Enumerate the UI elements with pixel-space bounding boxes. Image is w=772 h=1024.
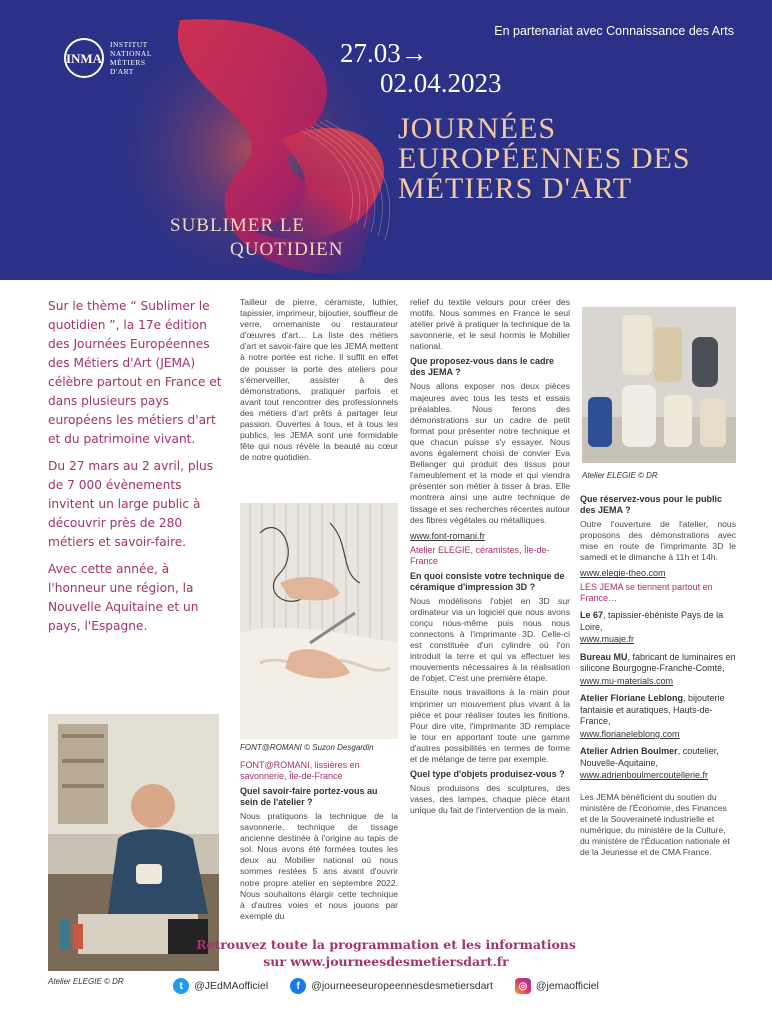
logo-text: INSTITUT NATIONAL MÉTIERS D'ART: [110, 40, 152, 76]
answer-3d-technique-1: Nous modélisons l'objet en 3D sur ordinateur via un logiciel que nous avons conçu nous-même puis nous nous connectons à l'imprimante 3D. Celle-ci est constituée d'un cylindre où l'on introduit la terre et qui va effectuer les mouvements nécessaires à la réalisation de l'objet. C'est une première étape.: [410, 595, 570, 684]
header-banner: [0, 0, 772, 280]
footer-line-1: Retrouvez toute la programmation et les informations: [196, 937, 576, 952]
entry-link[interactable]: www.mu-materials.com: [580, 675, 674, 686]
entry-link[interactable]: www.florianeleblong.com: [580, 728, 680, 739]
answer-jema-offer: Nous allons exposer nos deux pièces majeures avec tous les tests et essais préalables. Nous ferons des démonstrations sur un cadre de petit format pour présenter notre technique et que chacun puisse s'y essayer. Nous avons également choisi de convier Eva Bellanger qui produit des tissus pour l'ameublement et la mode et qui viendra présenter son métier à tisser à bras. Elle montrera ainsi une autre technique de tissage et ses recherches récentes autour des fibres végétales ou métalliques.: [410, 381, 570, 525]
intro-paragraph-2: Du 27 mars au 2 avril, plus de 7 000 évènements invitent un large public à découvrir près de 280 métiers et savoir-faire.: [48, 459, 214, 549]
list-item: Bureau MU, fabricant de luminaires en silicone Bourgogne-Franche-Comté, www.mu-materials.com: [580, 651, 736, 686]
instagram-icon: ◎: [515, 978, 531, 994]
date-end: 02.04.2023: [380, 68, 502, 98]
question-savoir-faire: Quel savoir-faire portez-vous au sein de l'atelier ?: [240, 786, 378, 807]
inma-logo: [64, 38, 152, 78]
intro-paragraph-3: Avec cette année, à l'honneur une région, la Nouvelle Aquitaine et un pays, l'Espagne.: [48, 562, 199, 633]
partner-text: En partenariat avec Connaissance des Arts: [494, 24, 734, 38]
entry-link[interactable]: www.muaje.fr: [580, 634, 635, 645]
facebook-icon: f: [290, 978, 306, 994]
vases-photo: [582, 307, 736, 463]
also-title: LES JEMA se tiennent partout en France…: [580, 582, 713, 604]
answer-3d-technique-2: Ensuite nous travaillons à la main pour imprimer un mouvement plus vivant à la pièce et pour réaliser toutes les finitions. Pour dire vite, l'imprimante 3D remplace le tour en apportant toute une gamme d'autres possibilités en termes de forme et de mélange de terre par exemple.: [410, 687, 570, 764]
twitter-icon: t: [173, 978, 189, 994]
fontromani-section-title: FONT@ROMANI, lissières en savonnerie, Île-de-France: [240, 760, 360, 781]
support-text: Les JEMA bénéficient du soutien du ministère de l'Économie, des Finances et de la Souveraineté industrielle et numérique, du ministère de la Culture, du ministère de l'Éducation nationale et de la Jeunesse et de CMA France.: [580, 791, 730, 858]
atelier-photo-caption: Atelier ELEGIE © DR: [48, 977, 124, 986]
sidebar-column: [580, 490, 736, 858]
twitter-link[interactable]: t @JEdMAofficiel: [173, 978, 268, 994]
crafts-intro-text: Tailleur de pierre, céramiste, luthier, tapissier, imprimeur, bijoutier, souffleur de verre, ornemaniste ou restaurateur d'œuvres d'art… La liste des métiers d'art et savoir-faire que les JEMA mettent à notre portée est riche. Il suffit en effet de pousser la porte des ateliers pour s'émerveiller, assister à des démonstrations, pratiquer parfois et avant tout rencontrer des professionnels des métiers d'art prêts à partager leur passion. Ouvertes à tous, et à tous les publics, les JEMA sont une formidable fête qui nous révèle la beauté au cœur de notre quotidien.: [240, 297, 398, 463]
weaving-photo: [240, 503, 398, 739]
atelier-photo: [48, 714, 219, 971]
facebook-link[interactable]: f @journeeseuropeennesdesmetiersdart: [290, 978, 493, 994]
intro-paragraph-1: Sur le thème “ Sublimer le quotidien ”, la 17e édition des Journées Européennes des Métiers d'Art (JEMA) célèbre partout en France et dans plusieurs pays européens les métiers d'art et du patrimoine vivant.: [48, 299, 222, 446]
event-tagline: SUBLIMER LE QUOTIDIEN: [170, 215, 344, 260]
list-item: Atelier Adrien Boulmer, coutelier, Nouvelle-Aquitaine, www.adrienboulmercoutellerie.fr: [580, 746, 736, 782]
event-title: JOURNÉES EUROPÉENNES DES MÉTIERS D'ART: [398, 112, 691, 205]
answer-public: Outre l'ouverture de l'atelier, nous proposons des démonstrations avec mise en route de l'imprimante 3D le samedi et le dimanche à 11h et 14h.: [580, 519, 736, 563]
fontromani-link[interactable]: www.font-romani.fr: [410, 530, 486, 541]
weaving-photo-caption: FONT@ROMANI © Suzon Desgardin: [240, 743, 374, 752]
list-item: Le 67, tapissier-ébéniste Pays de la Loire, www.muaje.fr: [580, 610, 736, 646]
event-dates: [340, 38, 502, 98]
question-objects: Quel type d'objets produisez-vous ?: [410, 769, 565, 780]
elegie-link[interactable]: www.elegie-theo.com: [580, 568, 666, 579]
intro-column: [48, 297, 226, 644]
date-start: 27.03→: [340, 38, 428, 68]
answer-savoir-faire-cont: relief du textile velours pour créer des motifs. Nous sommes en France le seul atelier privé à pratiquer la technique de la savonnerie, et le seul hormis le Mobilier national.: [410, 297, 570, 352]
instagram-link[interactable]: ◎ @jemaofficiel: [515, 978, 599, 994]
fontromani-interview-part1: [240, 760, 398, 922]
social-links: [0, 978, 772, 994]
footer-website[interactable]: sur www.journeesdesmetiersdart.fr: [263, 954, 509, 969]
answer-savoir-faire: Nous pratiquons la technique de la savonnerie, technique de tissage ancienne destinée à l'origine au tapis de sol. Nous avons été formées toutes les deux au Mobilier national où nous sommes restées 5 ans avant d'ouvrir notre propre atelier en septembre 2022. Nous souhaitons élargir cette technique à d'autres voies et nous jouons par exemple du: [240, 811, 398, 921]
entry-link[interactable]: www.adrienboulmercoutellerie.fr: [580, 770, 709, 781]
question-public: Que réservez-vous pour le public des JEMA ?: [580, 494, 723, 515]
elegie-section-title: Atelier ELEGIE, céramistes, Île-de-France: [410, 544, 550, 566]
question-jema-offer: Que proposez-vous dans le cadre des JEMA ?: [410, 356, 555, 378]
answer-objects: Nous produisons des sculptures, des vases, des lampes, chaque pièce étant unique du fait de l'intervention de la main.: [410, 783, 570, 816]
vases-photo-caption: Atelier ELEGIE © DR: [582, 471, 658, 480]
interview-column: [410, 297, 570, 816]
logo-mark: INMA: [64, 38, 104, 78]
question-3d-technique: En quoi consiste votre technique de céramique d'impression 3D ?: [410, 570, 565, 592]
list-item: Atelier Floriane Leblong, bijouterie fantaisie et auratiques, Hauts-de-France, www.florianeleblong.com: [580, 693, 736, 740]
intro-text-column: [240, 297, 398, 463]
